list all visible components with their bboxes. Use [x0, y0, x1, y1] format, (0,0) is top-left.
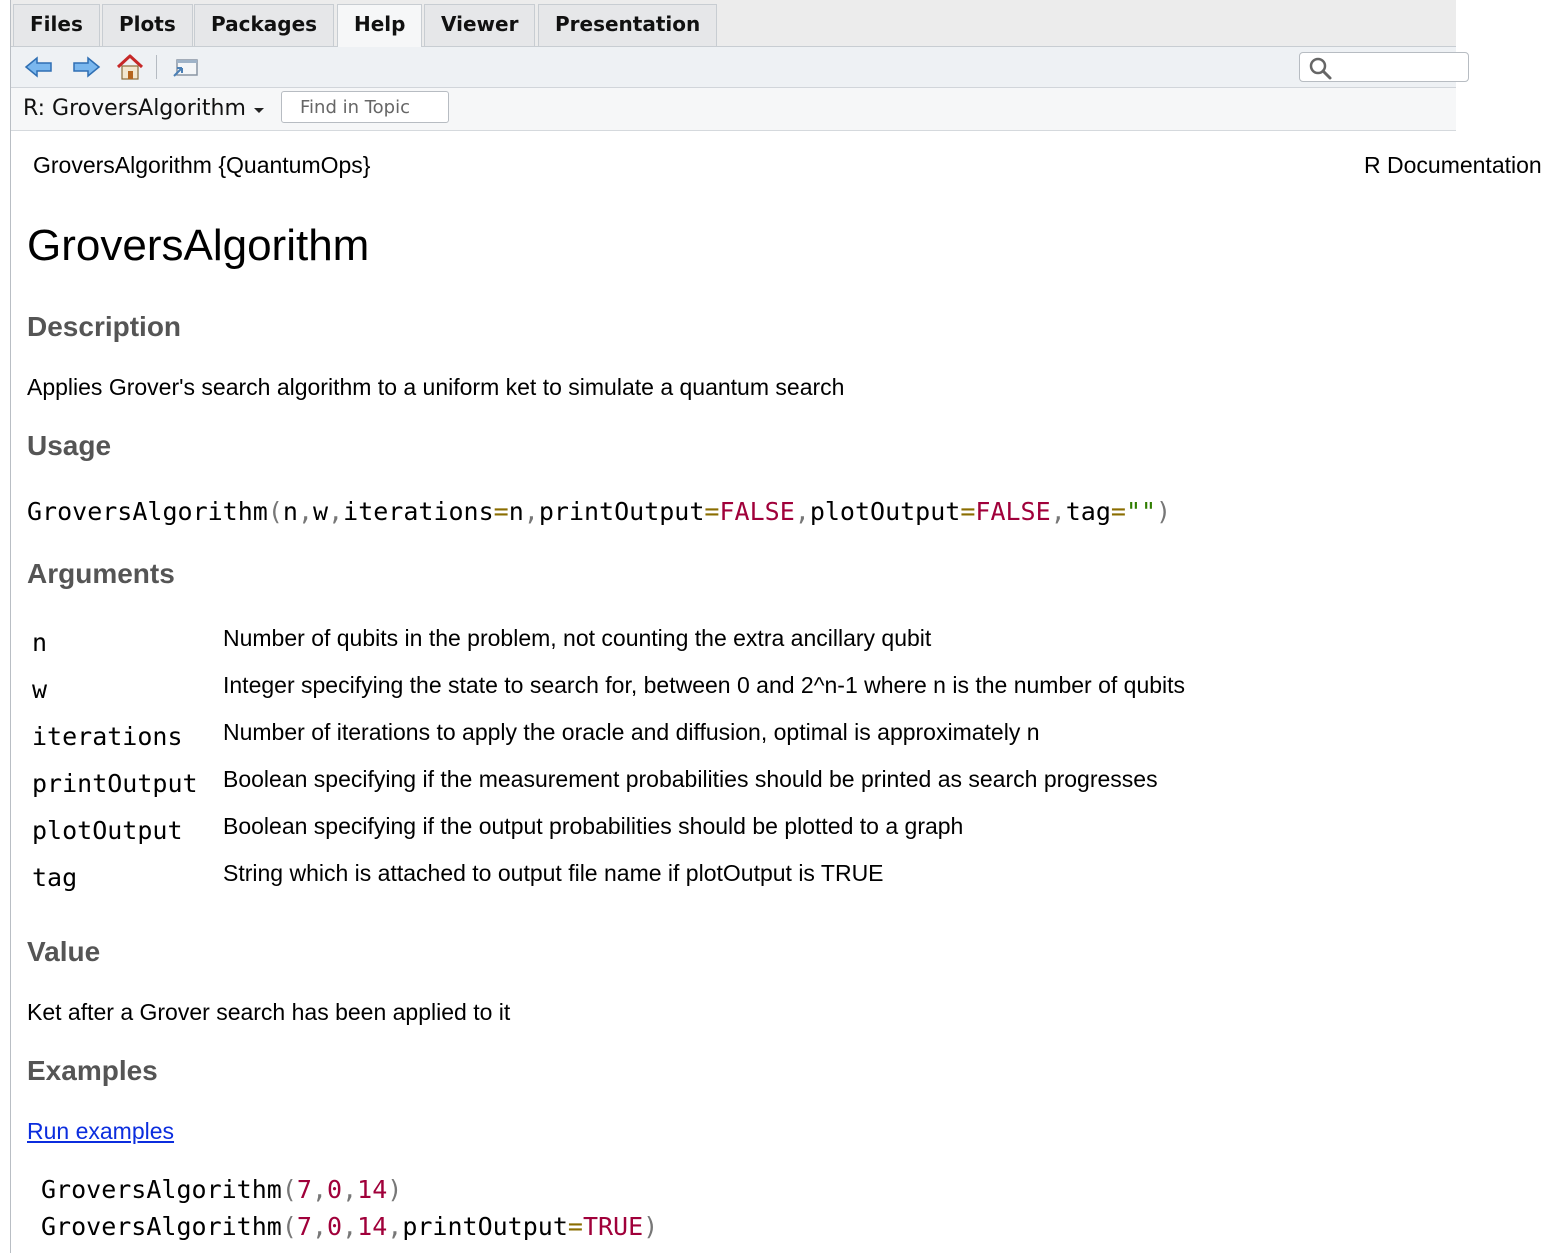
code-operator: = — [704, 497, 720, 526]
section-heading-usage: Usage — [27, 430, 112, 461]
code-punct: , — [387, 1212, 403, 1241]
home-icon — [114, 53, 146, 81]
help-toolbar — [11, 47, 1456, 88]
example-arg-value: TRUE — [582, 1212, 644, 1241]
argument-row — [27, 860, 1327, 910]
back-button[interactable] — [23, 53, 55, 81]
code-operator: = — [493, 497, 509, 526]
section-heading-value: Value — [27, 936, 101, 967]
help-content — [27, 131, 1542, 1253]
usage-default-iterations: n — [508, 497, 524, 526]
example-function-name: GroversAlgorithm — [41, 1175, 282, 1204]
run-examples-link[interactable]: Run examples — [27, 1118, 175, 1144]
home-button[interactable] — [114, 53, 146, 81]
section-heading-examples: Examples — [27, 1055, 158, 1086]
argument-row — [27, 719, 1327, 769]
code-punct: , — [794, 497, 810, 526]
topic-bar — [11, 88, 1456, 131]
toolbar-separator — [156, 55, 157, 79]
code-operator: = — [567, 1212, 583, 1241]
usage-param-plotoutput: plotOutput — [809, 497, 961, 526]
topic-dropdown-label: R: GroversAlgorithm — [23, 96, 246, 121]
code-punct: ( — [267, 497, 283, 526]
code-punct: , — [328, 497, 344, 526]
tab-plots[interactable]: Plots — [102, 4, 193, 46]
argument-row — [27, 625, 1327, 675]
argument-row — [27, 766, 1327, 816]
page-title: GroversAlgorithm — [27, 221, 370, 270]
code-operator: = — [960, 497, 976, 526]
usage-param-printoutput: printOutput — [538, 497, 705, 526]
example-arg: 0 — [327, 1212, 343, 1241]
example-code-line — [41, 1175, 402, 1204]
doc-header-right: R Documentation — [1364, 152, 1542, 178]
usage-function-name: GroversAlgorithm — [27, 497, 268, 526]
usage-default-tag: "" — [1125, 497, 1157, 526]
argument-name: n — [32, 628, 48, 657]
usage-default-printoutput: FALSE — [719, 497, 795, 526]
find-in-topic-input[interactable] — [281, 91, 449, 123]
argument-description: Boolean specifying if the output probabilities should be plotted to a graph — [223, 813, 964, 839]
example-arg-name: printOutput — [402, 1212, 568, 1241]
argument-name: printOutput — [32, 769, 198, 798]
argument-description: Integer specifying the state to search for, between 0 and 2^n-1 where n is the number of qubits — [223, 672, 1186, 698]
argument-name: iterations — [32, 722, 183, 751]
code-punct: , — [523, 497, 539, 526]
tab-files[interactable]: Files — [13, 4, 100, 46]
code-punct: ) — [387, 1175, 403, 1204]
argument-description: Boolean specifying if the measurement probabilities should be printed as search progresses — [223, 766, 1158, 792]
usage-default-plotoutput: FALSE — [975, 497, 1051, 526]
pane-tab-bar — [11, 0, 1456, 47]
argument-name: plotOutput — [32, 816, 183, 845]
forward-button[interactable] — [70, 53, 102, 81]
code-punct: , — [311, 1175, 328, 1204]
code-punct: ( — [281, 1175, 297, 1204]
argument-description: Number of qubits in the problem, not counting the extra ancillary qubit — [223, 625, 932, 651]
example-arg: 7 — [296, 1175, 312, 1204]
code-punct: ) — [643, 1212, 659, 1241]
tab-help[interactable]: Help — [337, 4, 422, 47]
code-punct: , — [297, 497, 314, 526]
pane-left-border — [10, 0, 11, 1253]
argument-name: w — [32, 675, 48, 704]
section-heading-description: Description — [27, 311, 182, 342]
open-in-window-icon — [171, 55, 201, 79]
topic-history-dropdown[interactable] — [23, 94, 264, 124]
example-arg: 0 — [327, 1175, 343, 1204]
value-text: Ket after a Grover search has been applied to it — [27, 999, 511, 1025]
example-arg: 7 — [296, 1212, 312, 1241]
argument-description: Number of iterations to apply the oracle and diffusion, optimal is approximately n — [223, 719, 1040, 745]
example-arg: 14 — [357, 1212, 388, 1241]
code-operator: = — [1110, 497, 1126, 526]
chevron-down-icon — [254, 108, 264, 113]
code-punct: ( — [281, 1212, 297, 1241]
code-punct: , — [342, 1212, 358, 1241]
back-arrow-icon — [24, 55, 54, 79]
usage-param-iterations: iterations — [343, 497, 494, 526]
open-in-window-button[interactable] — [170, 53, 202, 81]
usage-code — [27, 497, 1171, 526]
help-search-box[interactable] — [1299, 52, 1469, 82]
code-punct: , — [342, 1175, 358, 1204]
tab-packages[interactable]: Packages — [194, 4, 334, 46]
argument-row — [27, 813, 1327, 863]
section-heading-arguments: Arguments — [27, 558, 175, 589]
argument-description: String which is attached to output file name if plotOutput is TRUE — [223, 860, 884, 886]
argument-name: tag — [32, 863, 78, 892]
doc-header-left: GroversAlgorithm {QuantumOps} — [33, 152, 371, 178]
usage-param-n: n — [282, 497, 298, 526]
code-punct: , — [1050, 497, 1066, 526]
forward-arrow-icon — [71, 55, 101, 79]
code-punct: ) — [1156, 497, 1172, 526]
example-arg: 14 — [357, 1175, 388, 1204]
help-search-input[interactable] — [1336, 57, 1460, 79]
code-punct: , — [311, 1212, 328, 1241]
example-code-line — [41, 1212, 658, 1241]
tab-presentation[interactable]: Presentation — [538, 4, 717, 46]
example-function-name: GroversAlgorithm — [41, 1212, 282, 1241]
description-text: Applies Grover's search algorithm to a uniform ket to simulate a quantum search — [27, 374, 845, 400]
usage-param-w: w — [313, 497, 329, 526]
search-icon — [1308, 56, 1332, 80]
argument-row — [27, 672, 1327, 722]
usage-param-tag: tag — [1065, 497, 1111, 526]
tab-viewer[interactable]: Viewer — [424, 4, 535, 46]
